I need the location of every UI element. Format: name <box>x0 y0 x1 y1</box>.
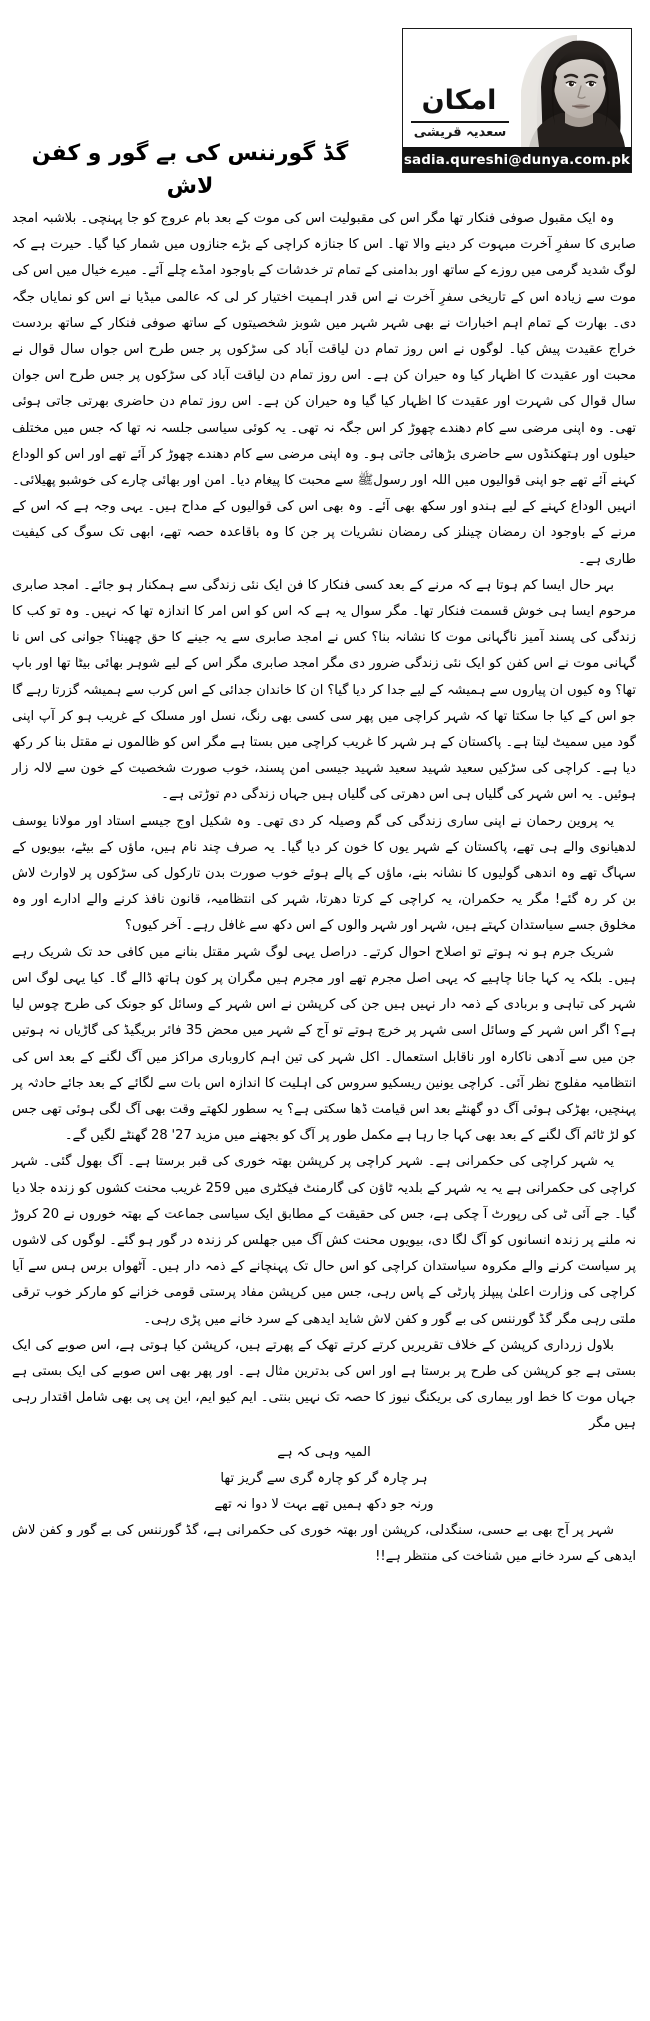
poetry-line: ہر چارہ گر کو چارہ گری سے گریز تھا <box>220 1470 428 1486</box>
article-closing-paragraph: شہر پر آج بھی بے حسی، سنگدلی، کرپشن اور بھتہ خوری کی حکمرانی ہے، گڈ گورننس کی بے گور و کفن لاش ایدھی کے سرد خانے میں شناخت کی منتظر ہے!! <box>12 1523 636 1565</box>
column-name-label: امکان <box>421 85 497 116</box>
article-title: گڈ گورننس کی بے گور و کفن لاش <box>31 140 349 199</box>
article-paragraph: یہ پروین رحمان نے اپنی ساری زندگی کی گم وصیلہ کر دی تھی۔ وہ شکیل اوج جیسے استاد اور مولانا یوسف لدھیانوی والے ہی تھے، پاکستان کے شہر یوں کا خون کر دیا گیا۔ یہ صرف چند نام ہیں، ماؤں کے بیٹے، بیویوں کے سہاگ تھے وہ اندھی گولیوں کا نشانہ بنے، ماؤں کے پالے ہوئے خوب صورت بدن تارکول کی سڑکوں پر لاوارث لاش بن کر رہ گئے! مگر یہ حکمران، یہ کراچی کے کرتا دھرتا، شہر کی انتظامیہ، قانون نافذ کرنے والے ادارے اور وہ مخلوق جسے سیاستدان کہتے ہیں، شہر اور شہر والوں کے اس دکھ سے غافل رہے۔ آخر کیوں؟ <box>12 813 636 934</box>
author-portrait-photo <box>513 29 631 147</box>
poetry-lead-in: المیہ وہی کہ ہے <box>277 1444 371 1460</box>
article-paragraph: بہر حال ایسا کم ہوتا ہے کہ مرنے کے بعد کسی فنکار کا فن ایک نئی زندگی سے ہمکنار ہو جائے۔ امجد صابری مرحوم ایسا ہی خوش قسمت فنکار تھا۔ مگر سوال یہ ہے کہ اس کو اس امر کا اندازہ تھا کہ نہیں۔ وہ تو کب کا زندگی کی پسند آمیز ناگہانی موت کا نشانہ بنا؟ کس نے امجد صابری سے یہ جینے کا حق چھینا؟ جوانی کی اس نا گہانی موت نے اس کفن کو ایک نئی زندگی ضرور دی مگر امجد صابری مگر اس کے لیے شوہر بھائی بیٹا تھا اور باپ تھا؟ وہ کیوں ان پیاروں سے ہمیشہ کے لیے جدا کر دیا گیا؟ ان کا خاندان جدائی کے اس کرب سے ہمیشہ گزرتا رہے گا جو اس کے کیا جا سکتا تھا کہ شہر کراچی میں پھر سی کسی بھی رنگ، نسل اور مسلک کے غریب ہو کر آپ اپنی گود میں سمیٹ لیتا ہے۔ پاکستان کے ہر شہر کا غریب کراچی میں بستا ہے مگر اس کو ظالموں نے مقتل بنا کر رکھ دیا ہے۔ کراچی کی سڑکیں سعید شہید سعید شہید جیسی امن پسند، خوب صورت شخصیت کے خون سے لالہ زار ہوئیں۔ یہ اس شہر کی گلیاں ہی اس دھرتی کی گلیاں ہیں جہاں زندگی دم توڑتی ہے۔ <box>12 577 636 803</box>
poetry-block <box>12 1440 636 1519</box>
article-paragraph: بلاول زرداری کرپشن کے خلاف تقریریں کرتے کرتے تھک کے پھرتے ہیں، کرپشن کیا ہوتی ہے، اس صوبے کی ایک بستی ہے جو کرپشن کی طرح پر برستا ہے اور اس کی بدترین مثال ہے۔ اور پھر بھی اس صوبے کی ایک بستی ہے جہاں موت کا خط اور بیماری کی بریکنگ نیوز کا حصہ تک نہیں بنتی۔ ایم کیو ایم، این پی پی بھی شامل اقتدار رہی ہیں مگر <box>12 1337 636 1432</box>
masthead-divider <box>411 121 509 123</box>
column-header <box>0 0 650 200</box>
column-logo-box <box>402 28 632 173</box>
article-paragraph: وہ ایک مقبول صوفی فنکار تھا مگر اس کی مقبولیت اس کی موت کے بعد بام عروج کو جا پہنچی۔ بلاشبہ امجد صابری کا سفرِ آخرت مبہوت کر دینے والا تھا۔ اس کا جنازہ کراچی کے بڑے جنازوں میں شمار کیا گیا۔ حیرت ہے کہ لوگ شدید گرمی میں روزے کے ساتھ اور بدامنی کے تمام تر خدشات کے باوجود امڈے چلے آئے۔ میرے خیال میں اس کی موت سے زیادہ اس کے تاریخی سفرِ آخرت نے اس قدر اہمیت اختیار کر لی کہ عالمی میڈیا نے اس کو نمایاں جگہ دی۔ بھارت کے تمام اہم اخبارات نے بھی شہر شہر میں شوبز شخصیتوں کے ساتھ صوفی فنکار کے ساتھ بردست خراج عقیدت پیش کیا۔ لوگوں نے اس روز تمام دن لیاقت آباد کی سڑکوں پر جس طرح اس جواں سال قوال نے محبت اور عقیدت کا اظہار کیا وہ حیران کن ہے۔ اس روز تمام دن لیاقت آباد کی سڑکوں پر جس طرح اس جوان سال قوال کی شہرت اور عقیدت کا اظہار کیا گیا وہ حیران کن ہے۔ اس روز تمام دن حاضری بھرتی جاتی ہوئی تھی۔ وہ اپنی مرضی سے کام دھندے چھوڑ کر اس جگہ نہ تھی۔ یہ کوئی سیاسی جلسہ نہ تھا کہ جس میں مختلف حیلوں اور ہتھکنڈوں سے حاضری بڑھائی جاتی ہو۔ وہ اپنی مرضی سے کام دھندے چھوڑ کر آئے تھے اور اس کو الوداع کہنے آئے تھے جو اپنی قوالیوں میں اللہ اور رسولﷺ سے محبت کا پیغام دیا۔ امن اور بھائی چارے کی خوشبو پھیلائی۔ انہیں الوداع کہنے کے لیے ہندو اور سکھ بھی آئے۔ وہ بھی اس کی قوالیوں کے مداح ہیں۔ یہی وجہ ہے کہ اس کے مرنے کے باوجود ان رمضان چینلز کی رمضان نشریات پر جن کا وہ باقاعدہ حصہ تھے، ابھی تک سوگ کی کیفیت طاری ہے۔ <box>12 211 636 567</box>
article-paragraph: یہ شہر کراچی کی حکمرانی ہے۔ شہر کراچی پر کرپشن بھتہ خوری کی قبر برستا ہے۔ آگ بھول گئی۔ شہر کراچی کی حکمرانی ہے یہ یہ شہر کے بلدیہ ٹاؤن کی گارمنٹ فیکٹری میں 259 غریب محنت کشوں کو زندہ جلا دیا گیا۔ جے آئی ٹی کی رپورٹ آ چکی ہے، جس کی حقیقت کے مطابق ایک سیاسی جماعت کے بھتہ خوروں نے 20 کروڑ نہ ملنے پر زندہ انسانوں کو آگ لگا دی، بیویوں محنت کش آگ میں جھلس کر زندہ در گور ہو گئے۔ لوگوں کی لاشوں پر سیاست کرنے والے مکروہ سیاستدان کراچی کو اس حال تک پہنچانے کے ذمہ دار ہیں۔ آٹھواں برس ہس سے آیا کراچی کی وزارت اعلیٰ پیپلز پارٹی کے پاس رہی، جس میں کرپشن مفاد پرستی قومی خزانے کو مارکر خوب ترقی ملتی رہی مگر گڈ گورننس کی بے گور و کفن لاش شاید ایدھی کے سرد خانے میں پڑی رہی۔ <box>12 1154 637 1327</box>
author-email-bar[interactable]: sadia.qureshi@dunya.com.pk <box>403 147 631 172</box>
author-name-label: سعدیہ قریشی <box>413 125 507 140</box>
column-logo-inner <box>403 29 631 172</box>
article-paragraph: شریک جرم ہو نہ ہوتے تو اصلاح احوال کرتے۔ دراصل یہی لوگ شہر مقتل بنانے میں کافی حد تک شریک رہے ہیں۔ بلکہ یہ کہا جانا چاہیے کہ یہی اصل مجرم تھے اور مجرم ہیں مگران پر کون ہاتھ ڈالے گا۔ کیا یہی لوگ اس شہر کی تباہی و بربادی کے ذمہ دار نہیں ہیں جن کی کرپشن نے اس شہر کے وسائل کو جونک کی طرح چوس لیا ہے؟ اگر اس شہر کے وسائل اسی شہر پر خرچ ہوتے تو آج کے شہر میں محض 35 فائر بریگیڈ کی گاڑیاں نہ ہوتیں جن میں سے آدھی ناکارہ اور ناقابل استعمال۔ اکل شہر کی تین اہم کاروباری مراکز میں آگ لگنے کے بعد اس کی انتظامیہ مفلوج نظر آئی۔ کراچی یونین ریسکیو سروس کی اہلیت کا اندازہ اس بات سے لگائے کے بعد جائے حادثہ پر پہنچیں، بھڑکی ہوئی آگ دو گھنٹے بعد اس قیامت ڈھا سکتی ہے؟ یہ سطور لکھتے وقت بھی آگ لگی ہوئی تھی جس کو لڑ ٹائم آگ لگنے کے بعد بھی کہا جا رہا ہے مکمل طور پر آگ کو بجھنے میں مزید 27' 28 گھنٹے لگیں گے۔ <box>12 944 636 1144</box>
article-body <box>12 206 636 1571</box>
poetry-line: ورنہ جو دکھ ہمیں تھے بہت لا دوا نہ تھے <box>214 1496 434 1512</box>
